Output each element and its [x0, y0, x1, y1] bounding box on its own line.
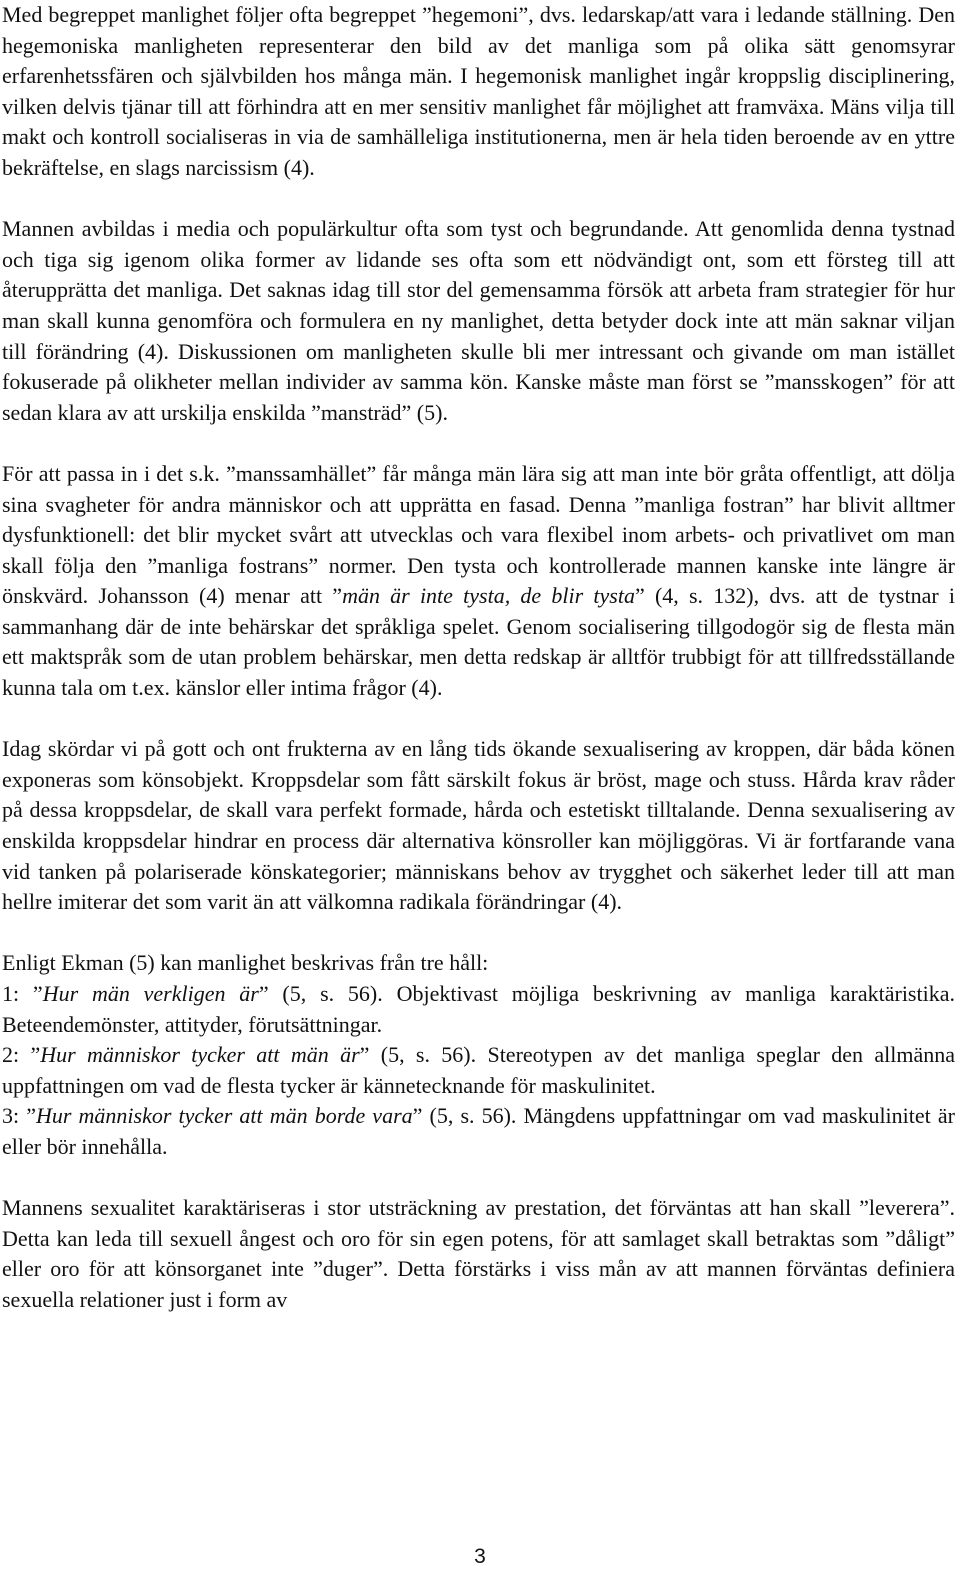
italic-quote: Hur män verkligen är [42, 981, 259, 1006]
paragraph-sexualisation: Idag skördar vi på gott och ont frukterna av en lång tids ökande sexualisering av kroppen, där båda könen exponeras som könsobjekt. Kroppsdelar som fått särskilt fokus är bröst, mage och stuss. Hårda krav råder på dessa kroppsdelar, de skall vara perfekt formade, hårda och estetiskt tilltalande. Denna sexualisering av enskilda kroppsdelar hindrar en process där alternativa könsroller kan möjliggöras. Vi är fortfarande vana vid tanken på polariserade könskategorier; människans behov av trygghet och säkerhet leder till att man hellre imiterar det som varit än att välkomna radikala förändringar (4). [2, 736, 955, 915]
italic-quote: män är inte tysta, de blir tysta [342, 583, 635, 609]
text-span: 3: ” [2, 1103, 36, 1129]
text-span: 1: ” [2, 981, 43, 1006]
text-span: För att passa in i det s.k. ”manssamhället” får många män lära sig att man inte bör gråta offentligt, att dölja sina svagheter för andra människor och att upprätta en fasad. Denna ”manliga fostran” har blivit alltmer dysfunktionell: det blir mycket svårt att utvecklas och vara flexibel inom arbets- och privatlivet om man skall följa den ”manliga fostrans” normer. Den tysta och kontrollerade mannen kanske inte längre är önskvärd. Johansson (4) menar att ” [2, 460, 955, 609]
text-span: ” (5, s. 56). Mängdens uppfattningar om vad maskulinitet är eller bör innehålla. [2, 1103, 955, 1159]
list-item-3 [2, 1101, 955, 1162]
paragraph-gap [2, 1163, 955, 1194]
list-intro: Enligt Ekman (5) kan manlighet beskrivas från tre håll: [2, 950, 489, 976]
text-span: ” (5, s. 56). Stereotypen av det manliga speglar den allmänna uppfattningen om vad de flesta tycker är kännetecknande för maskulinitet. [2, 1042, 955, 1098]
document-page [2, 0, 955, 1316]
list-item-2 [2, 1040, 955, 1101]
text-span: ” (4, s. 132), dvs. att de tystnar i sammanhang där de inte behärskar det språkliga spelet. Genom socialisering tillgodogör sig de flesta män ett maktspråk som de utan problem behärskar, men detta redskap är alltför trubbigt för att tillfredsställande kunna tala om t.ex. känslor eller intima frågor (4). [2, 583, 955, 701]
text-span: 2: ” [2, 1042, 41, 1068]
paragraph-gap [2, 428, 955, 459]
text-span: ” (5, s. 56). Objektivast möjliga beskrivning av manliga karaktäristika. Beteendemönster, attityder, förutsättningar. [2, 981, 955, 1037]
paragraph-male-upbringing [2, 459, 955, 704]
paragraph-silent-man: Mannen avbildas i media och populärkultur ofta som tyst och begrundande. Att genomlida denna tystnad och tiga sig igenom olika former av lidande ses ofta som ett nödvändigt ont, som ett försteg till att återupprätta det manliga. Det saknas idag till stor del gemensamma försök att arbeta fram strategier för hur man skall kunna genomföra och formulera en ny manlighet, detta betyder dock inte att män saknar viljan till förändring (4). Diskussionen om manligheten skulle bli mer intressant och givande om man istället fokuserade på olikheter mellan individer av samma kön. Kanske måste man först se ”mansskogen” för att sedan klara av att urskilja enskilda ”mansträd” (5). [2, 216, 955, 425]
page-number: 3 [474, 1545, 486, 1568]
paragraph-gap [2, 918, 955, 949]
paragraph-gap [2, 704, 955, 735]
italic-quote: Hur människor tycker att män borde vara [35, 1103, 413, 1129]
paragraph-gap [2, 184, 955, 215]
list-item-1 [2, 979, 955, 1040]
italic-quote: Hur människor tycker att män är [40, 1042, 360, 1068]
paragraph-hegemony: Med begreppet manlighet följer ofta begreppet ”hegemoni”, dvs. ledarskap/att vara i ledande ställning. Den hegemoniska manligheten representerar den bild av det manliga som på olika sätt genomsyrar erfarenhetssfären och självbilden hos många män. I hegemonisk manlighet ingår kroppslig disciplinering, vilken delvis tjänar till att förhindra att en mer sensitiv manlighet får möjlighet att framväxa. Mäns vilja till makt och kontroll socialiseras in via de samhälleliga institutionerna, men är hela tiden beroende av en yttre bekräftelse, en slags narcissism (4). [2, 2, 955, 180]
paragraph-ekman-list [2, 948, 955, 1162]
paragraph-sexuality: Mannens sexualitet karaktäriseras i stor utsträckning av prestation, det förväntas att han skall ”leverera”. Detta kan leda till sexuell ångest och oro för sin egen potens, för att samlaget skall betraktas som ”dåligt” eller oro för att könsorganet inte ”duger”. Detta förstärks i viss mån av att mannen förväntas definiera sexuella relationer just i form av [2, 1195, 955, 1312]
